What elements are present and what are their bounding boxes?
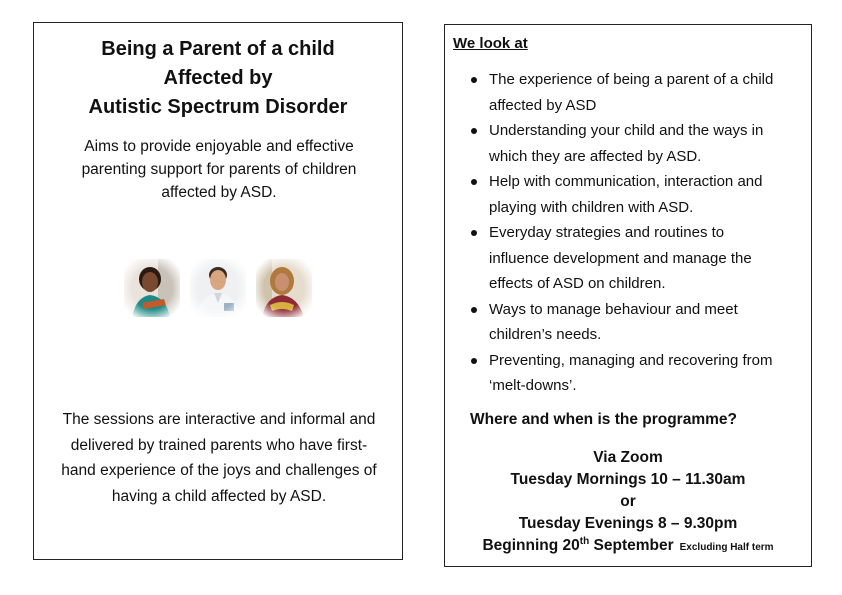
list-item-line: Ways to manage behaviour and meet: [489, 300, 738, 318]
schedule: [445, 447, 811, 559]
parent-photos: [124, 259, 314, 317]
list-item: [469, 297, 804, 348]
list-item: [469, 169, 804, 220]
right-panel: [444, 24, 812, 567]
where-when-heading: Where and when is the programme?: [470, 411, 737, 428]
sessions-line: having a child affected by ASD.: [111, 487, 327, 505]
we-look-at-heading: We look at: [453, 35, 528, 52]
aims-line: affected by ASD.: [161, 184, 277, 201]
man-portrait-icon: [190, 259, 246, 317]
sessions-line: hand experience of the joys and challenges of: [61, 462, 377, 479]
list-item-line: affected by ASD: [489, 96, 597, 114]
list-item-line: which they are affected by ASD.: [489, 147, 702, 165]
list-item: [469, 348, 804, 399]
flyer-title: [34, 35, 402, 122]
morning-sessions: Tuesday Mornings 10 – 11.30am: [510, 471, 746, 488]
title-line: Affected by: [163, 67, 273, 89]
list-item: [469, 118, 804, 169]
evening-sessions: Tuesday Evenings 8 – 9.30pm: [518, 515, 738, 532]
start-date-prefix: Beginning 20: [482, 537, 580, 554]
list-item-line: Understanding your child and the ways in: [489, 122, 764, 139]
list-item-line: ‘melt-downs’.: [489, 377, 577, 394]
list-item: [469, 67, 804, 118]
list-item-line: Help with communication, interaction and: [489, 173, 763, 190]
aims-line: Aims to provide enjoyable and effective: [84, 138, 354, 155]
half-term-note: Excluding Half term: [679, 542, 774, 553]
or-separator: or: [620, 493, 636, 510]
list-item-line: effects of ASD on children.: [489, 275, 666, 292]
venue: Via Zoom: [593, 449, 663, 466]
list-item-line: Everyday strategies and routines to: [489, 224, 725, 241]
list-item-line: influence development and manage the: [489, 249, 752, 267]
aims-text: [58, 135, 380, 204]
woman-portrait-icon: [124, 259, 180, 317]
title-line: Being a Parent of a child: [101, 38, 335, 60]
start-date-month: September: [589, 537, 674, 554]
sessions-line: The sessions are interactive and informal and: [62, 411, 376, 428]
list-item-line: children’s needs.: [489, 326, 602, 343]
list-item-line: The experience of being a parent of a child: [489, 71, 774, 88]
start-date-ordinal: th: [579, 536, 590, 547]
sessions-line: delivered by trained parents who have first-: [70, 436, 368, 454]
list-item: [469, 220, 804, 297]
sessions-text: [44, 407, 394, 509]
topics-list: [469, 67, 804, 399]
left-panel: [33, 22, 403, 560]
woman-hijab-portrait-icon: [256, 259, 312, 317]
list-item-line: Preventing, managing and recovering from: [489, 351, 773, 369]
start-date: [445, 535, 811, 559]
aims-line: parenting support for parents of children: [81, 161, 357, 178]
list-item-line: playing with children with ASD.: [489, 198, 694, 216]
title-line: Autistic Spectrum Disorder: [88, 96, 348, 118]
